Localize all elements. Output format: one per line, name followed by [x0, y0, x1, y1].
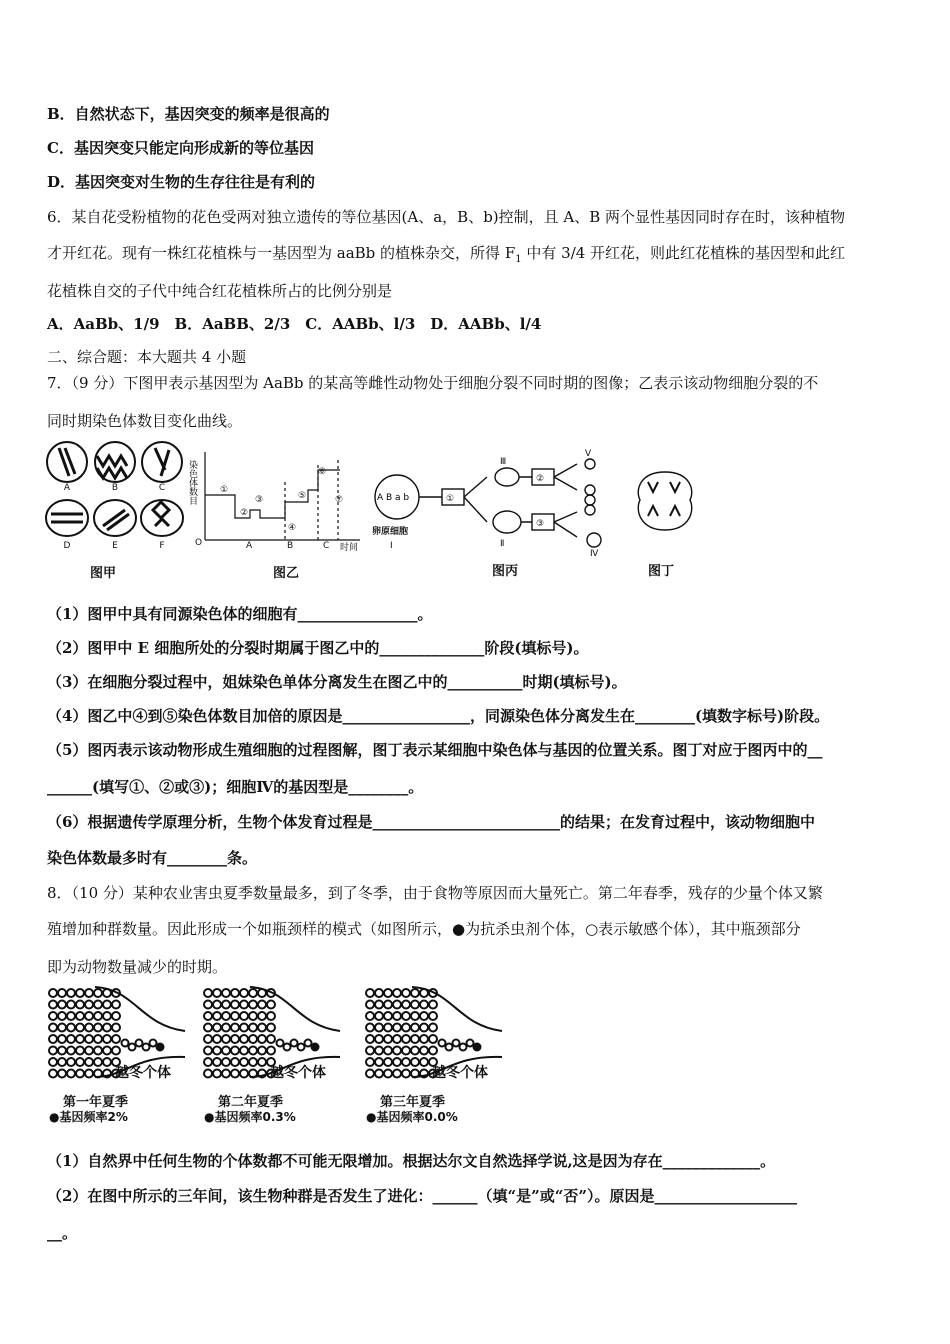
q7-sub2: （2）图甲中 E 细胞所处的分裂时期属于图乙中的______________阶段(填标号)。 [47, 639, 589, 657]
bottleneck-panel [45, 985, 195, 1125]
winter-label: 越冬个体 [270, 1065, 326, 1081]
q7-sub5-line1: （5）图丙表示该动物形成生殖细胞的过程图解，图丁表示某细胞中染色体与基因的位置关系。图丁对应于图丙中的__ [47, 741, 823, 759]
q5-option-d: D．基因突变对生物的生存往往是有利的 [47, 173, 316, 191]
cell-label-e: E [112, 541, 118, 551]
bing-genes: A B a b [377, 493, 410, 503]
bing-step-1: ① [446, 494, 455, 504]
caption-ding: 图丁 [648, 564, 675, 579]
bing-step-2: ② [536, 474, 545, 484]
bing-label-iv: Ⅳ [590, 549, 599, 559]
q7-sub6-line2: 染色体数最多时有________条。 [47, 849, 258, 867]
cell-label-a: A [63, 483, 71, 493]
yi-stage-1: ① [220, 485, 229, 495]
q8-stem-line2: 殖增加种群数量。因此形成一个如瓶颈样的模式（如图所示，●为抗杀虫剂个体，○表示敏感个体），其中瓶颈部分 [47, 920, 801, 938]
figure-jia [45, 440, 185, 555]
yi-tick-c: C [323, 541, 330, 551]
q6-stem-line3: 花植株自交的子代中纯合红花植株所占的比例分别是 [47, 282, 393, 300]
q6-stem-line1: 6．某自花受粉植物的花色受两对独立遗传的等位基因(A、a，B、b)控制，且 A、B 两个显性基因同时存在时，该种植物 [47, 208, 846, 226]
season-label: 第一年夏季 [63, 1095, 129, 1110]
q6-stem-line2: 才开红花。现有一株红花植株与一基因型为 aaBb 的植株杂交，所得 $F_1$ 中有 3/4 开红花，则此红花植株的基因型和此红 [47, 244, 846, 265]
q8-sub1: （1）自然界中任何生物的个体数都不可能无限增加。根据达尔文自然选择学说,这是因为存在_____________。 [47, 1152, 776, 1170]
q7-sub4: （4）图乙中④到⑤染色体数目加倍的原因是_________________，同源染色体分离发生在________(填数字标号)阶段。 [47, 707, 830, 725]
figure-yi [187, 440, 370, 555]
yi-stage-5: ⑤ [298, 491, 307, 501]
q7-sub3: （3）在细胞分裂过程中，姐妹染色单体分离发生在图乙中的__________时期(填标号)。 [47, 673, 627, 691]
yi-origin: O [195, 538, 203, 548]
q5-option-c: C．基因突变只能定向形成新的等位基因 [47, 139, 314, 157]
winter-label: 越冬个体 [432, 1065, 488, 1081]
yi-stage-3: ③ [255, 495, 264, 505]
yi-xlabel: 时间 [340, 543, 359, 553]
cell-label-d: D [63, 541, 71, 551]
caption-bing: 图丙 [492, 564, 519, 579]
bing-step-3: ③ [536, 519, 545, 529]
q7-sub6-line1: （6）根据遗传学原理分析，生物个体发育过程是_________________________的结果；在发育过程中，该动物细胞中 [47, 813, 815, 831]
caption-jia: 图甲 [90, 566, 117, 581]
gene-frequency: ●基因频率0.0% [366, 1110, 458, 1124]
gene-frequency: ●基因频率2% [49, 1110, 128, 1124]
q7-sub1: （1）图甲中具有同源染色体的细胞有________________。 [47, 605, 433, 623]
caption-yi: 图乙 [273, 566, 300, 581]
q5-option-b: B．自然状态下，基因突变的频率是很高的 [47, 105, 330, 123]
bing-label-i: Ⅰ [390, 541, 393, 551]
cell-label-f: F [159, 541, 165, 551]
bottleneck-panel [362, 985, 512, 1125]
yi-stage-4: ④ [288, 523, 297, 533]
q8-stem-line3: 即为动物数量减少的时期。 [47, 958, 228, 976]
figure-ding [630, 468, 700, 538]
section-heading: 二、综合题：本大题共 4 小题 [47, 348, 247, 366]
q8-stem-line1: 8．（10 分）某种农业害虫夏季数量最多，到了冬季，由于食物等原因而大量死亡。第二年春季，残存的少量个体又繁 [47, 884, 823, 902]
q6-options: A．AaBb、1/9 B．AaBB、2/3 C．AABb、l/3 D．AABb、l/4 [47, 315, 542, 333]
cell-label-b: B [111, 483, 119, 493]
yi-tick-a: A [246, 541, 253, 551]
figure-bing [372, 449, 622, 559]
cell-label-c: C [158, 483, 166, 493]
yi-tick-b: B [287, 541, 294, 551]
bing-label-iii: Ⅲ [500, 457, 507, 467]
bottleneck-panel [200, 985, 350, 1125]
q8-sub2-line1: （2）在图中所示的三年间，该生物种群是否发生了进化：______（填“是”或“否”）。原因是___________________ [47, 1187, 797, 1205]
gene-frequency: ●基因频率0.3% [204, 1110, 296, 1124]
q7-stem-line1: 7．（9 分）下图甲表示基因型为 AaBb 的某高等雌性动物处于细胞分裂不同时期的图像；乙表示该动物细胞分裂的不 [47, 374, 819, 392]
bing-start: 卵原细胞 [372, 527, 409, 537]
yi-stage-7: ⑦ [335, 495, 344, 505]
q7-sub5-line2: ______(填写①、②或③)；细胞Ⅳ的基因型是________。 [47, 778, 424, 796]
yi-stage-2: ② [240, 508, 249, 518]
yi-stage-6: ⑥ [318, 467, 327, 477]
q8-sub2-line2: __。 [47, 1224, 78, 1242]
season-label: 第三年夏季 [380, 1095, 446, 1110]
yi-ylabel: 染色体数目 [187, 460, 197, 505]
q7-stem-line2: 同时期染色体数目变化曲线。 [47, 412, 243, 430]
bing-label-v: Ⅴ [585, 449, 592, 459]
season-label: 第二年夏季 [218, 1095, 284, 1110]
bing-label-ii: Ⅱ [500, 539, 505, 549]
winter-label: 越冬个体 [115, 1065, 171, 1081]
